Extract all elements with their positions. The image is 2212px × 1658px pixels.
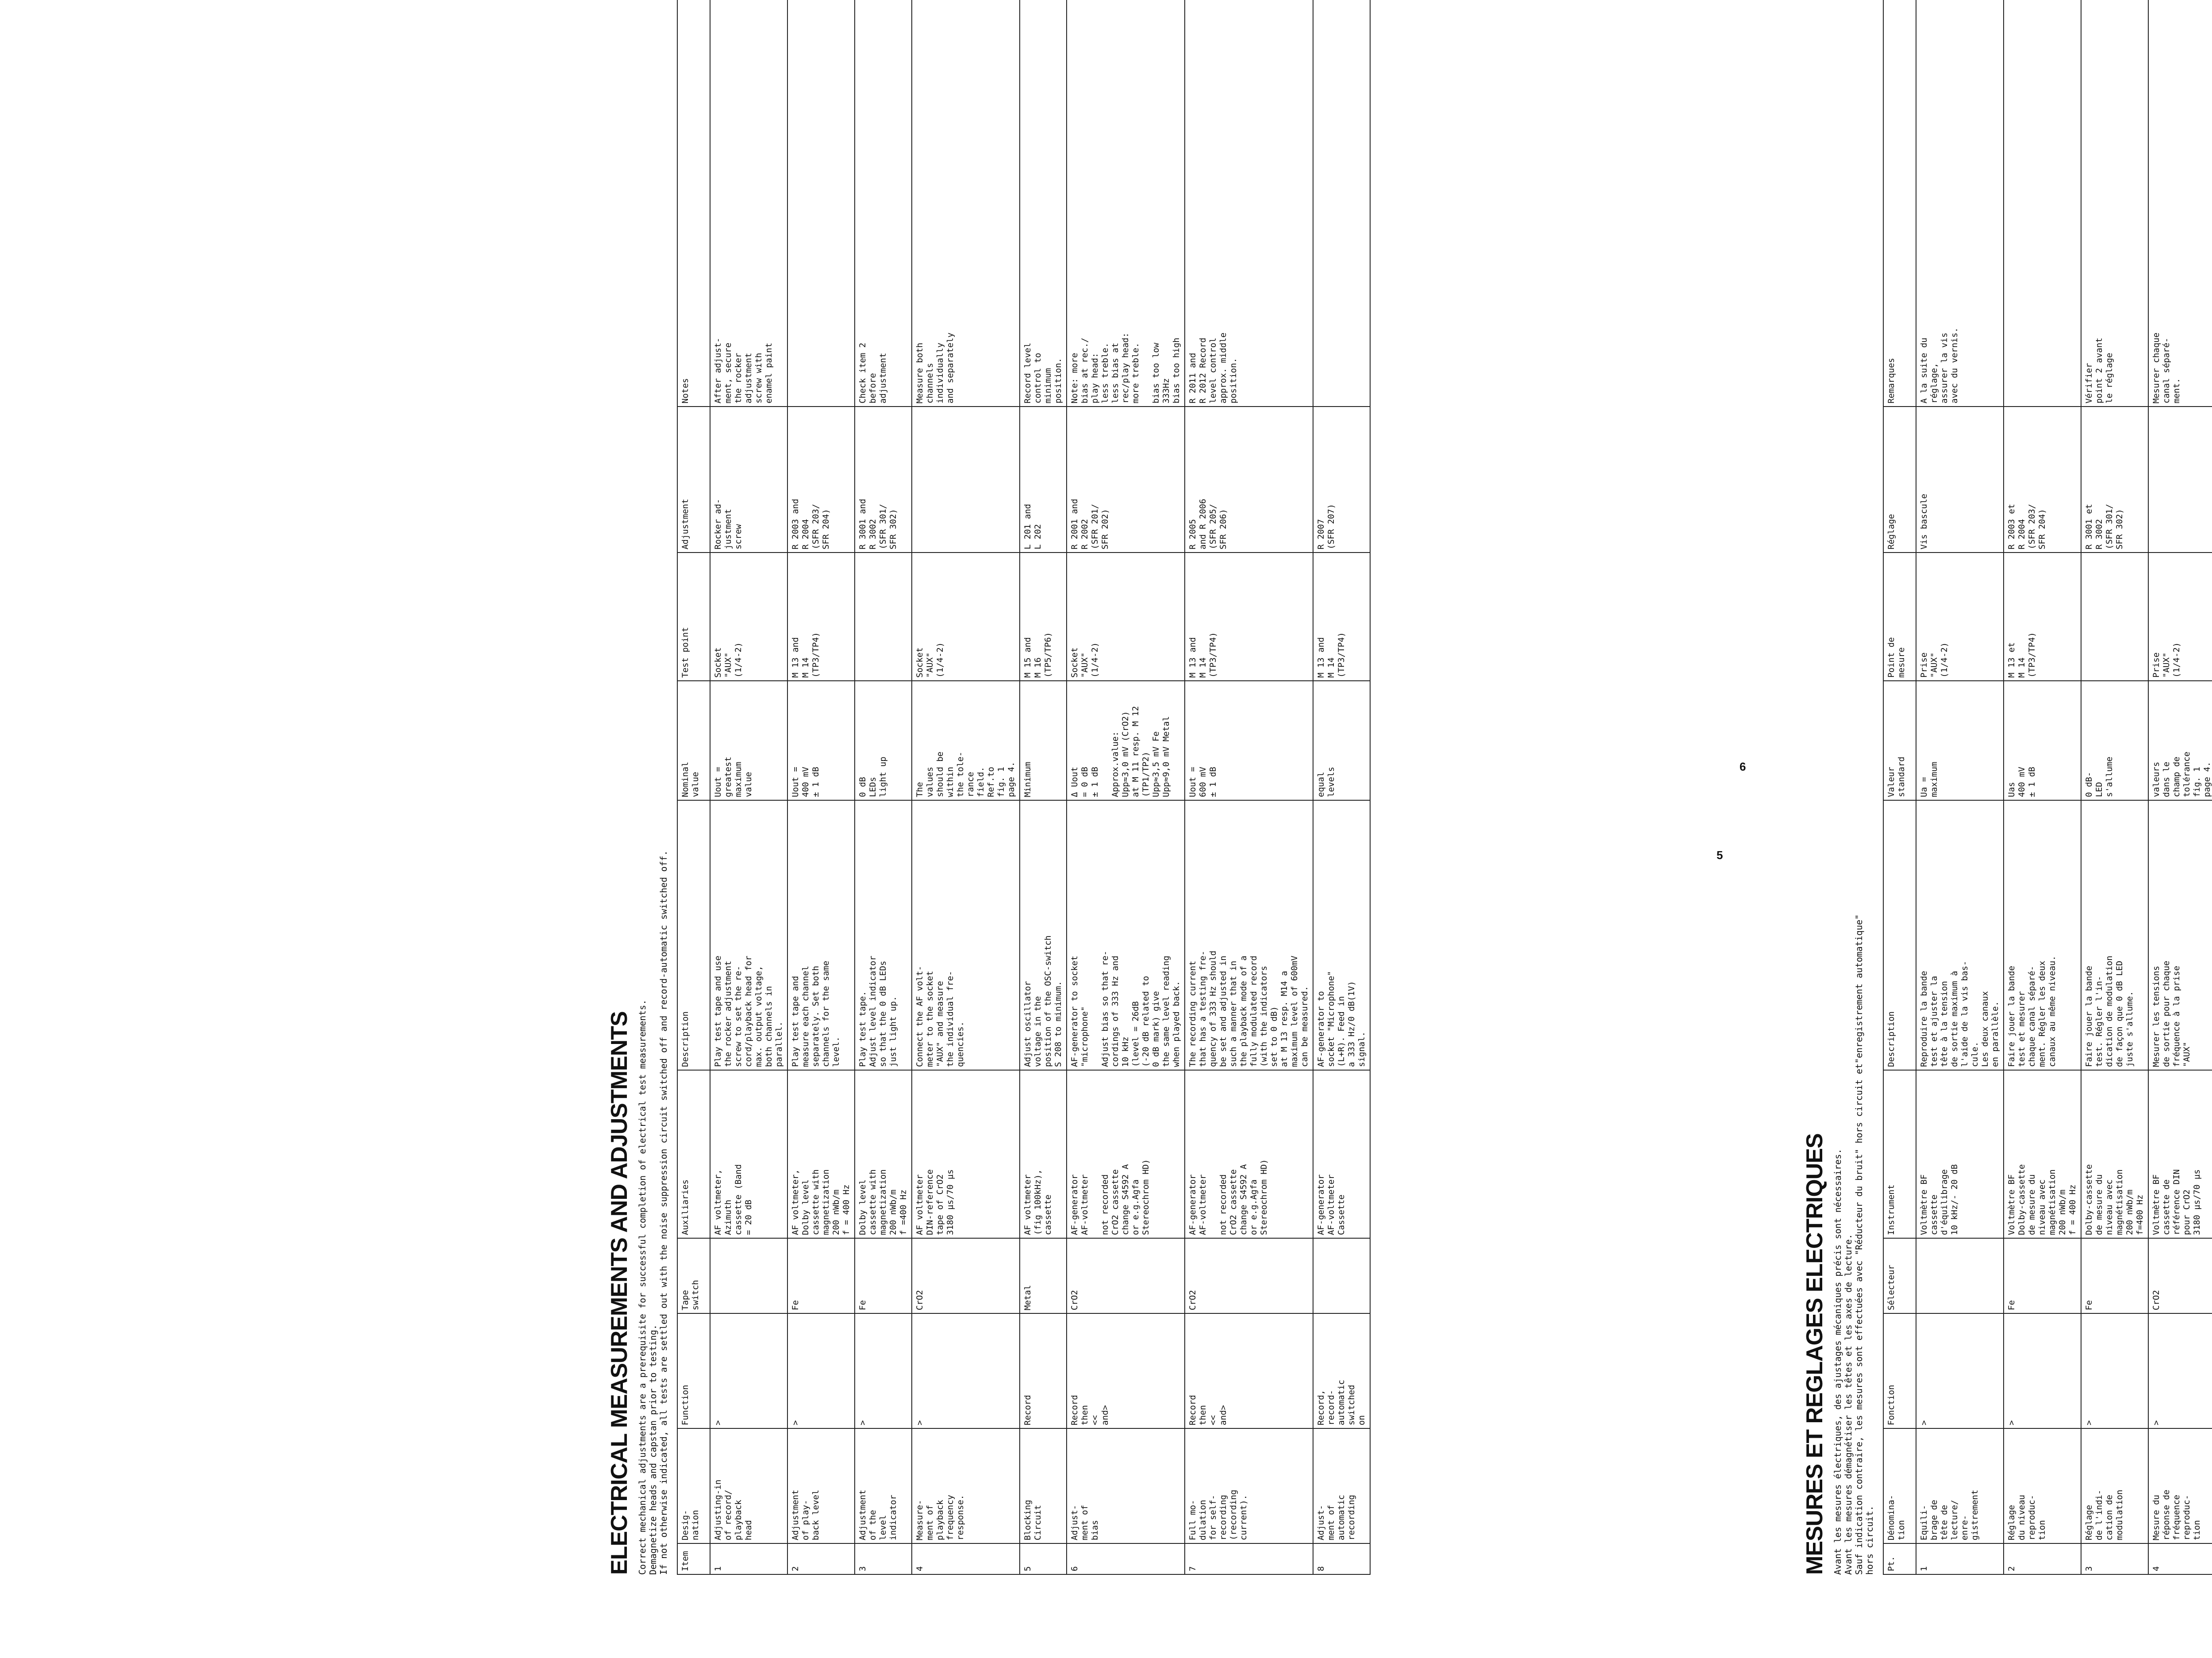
table-cell: Socket "AUX" (1/4-2): [1067, 553, 1185, 681]
column-header: Description: [1883, 800, 1916, 1070]
table-cell: M 13 and M 14 (TP3/TP4): [1185, 553, 1313, 681]
page-number: 5: [1717, 848, 1723, 862]
table-header-row: [677, 0, 710, 1574]
table-cell: 3: [2081, 1543, 2148, 1574]
table-cell: Fe: [787, 1238, 855, 1313]
table-cell: Fe: [2004, 1238, 2081, 1313]
table-cell: Vis bascule: [1916, 407, 2004, 553]
table-row: [710, 0, 787, 1574]
table-cell: After adjust- ment, secure the rocker adjustment screw with enamel paint: [710, 0, 787, 407]
table-cell: Voltmètre BF cassette de référence DIN pour CrO2 3180 µs/70 µs: [2148, 1070, 2212, 1238]
table-cell: 7: [1185, 1543, 1313, 1574]
column-header: Tape switch: [677, 1238, 710, 1313]
column-header: Nominal value: [677, 681, 710, 800]
table-cell: AF-generator AF-voltmeter Cassette: [1313, 1070, 1370, 1238]
table-row: [1020, 0, 1067, 1574]
table-cell: 3: [855, 1543, 912, 1574]
table-cell: Mesure du réponse de fréquence reproduc- tion: [2148, 1428, 2212, 1543]
table-cell: Equili- brage de tête de lecture/ enre- gistrement: [1916, 1428, 2004, 1543]
table-cell: Socket "AUX" (1/4-2): [710, 553, 787, 681]
table-cell: Voltmètre BF cassette d'équilibrage 10 kHz/- 20 dB: [1916, 1070, 2004, 1238]
table-cell: AF-generator AF-voltmeter not recorded CrO2 cassette change S4592 A or e.g.Agfa Stereochrom HD): [1067, 1070, 1185, 1238]
table-cell: The values should be within the tole- rance field. Ref.to fig. 1 page 4.: [912, 681, 1020, 800]
intro-text: Avant les mesures électriques, des ajustages mécaniques précis sont nécessaires. Avant les mesures démagnétiser les têtes et les axes de lecture. Sauf indication contraire, les mesures sont effectuées avec "Réducteur du bruit" hors circuit et"enregistrement automatique" hors circuit.: [1832, 914, 1875, 1575]
table-row: [2004, 0, 2081, 1574]
table-cell: >: [912, 1313, 1020, 1428]
table-cell: Blocking Circuit: [1020, 1428, 1067, 1543]
table-cell: Δ Uout = 0 dB ± 1 dB Approx.value: Upp≈3,0 mV (CrO2) at M 11 resp. M 12 (TP1/TP2) Upp≈3,5 mV Fe Upp≈9,0 mV Metal: [1067, 681, 1185, 800]
table-cell: Record: [1020, 1313, 1067, 1428]
column-header: Dénomina- tion: [1883, 1428, 1916, 1543]
table-cell: Adjustment of play- back level: [787, 1428, 855, 1543]
table-cell: R 3001 and R 3002 (SFR 301/ SFR 302): [855, 407, 912, 553]
table-cell: R 2007 (SFR 207): [1313, 407, 1370, 553]
table-cell: 0 dB LEDs light up: [855, 681, 912, 800]
table-cell: 2: [787, 1543, 855, 1574]
table-cell: [1916, 1238, 2004, 1313]
table-cell: [710, 1238, 787, 1313]
column-header: Valeur standard: [1883, 681, 1916, 800]
table-cell: AF voltmeter DIN-reference tape of CrO2 3180 µs/70 µs: [912, 1070, 1020, 1238]
table-cell: 1: [710, 1543, 787, 1574]
measurement-table: [1883, 0, 2212, 1575]
page-title: ELECTRICAL MEASUREMENTS AND ADJUSTMENTS: [607, 1011, 632, 1575]
table-cell: Adjust oscillator voltage in the position of the OSC-switch S 208 to minimum.: [1020, 800, 1067, 1070]
table-cell: [2004, 0, 2081, 407]
table-cell: Connect the AF volt- meter to the socket "AUX" and measure the individual fre- quencies.: [912, 800, 1020, 1070]
table-row: [1916, 0, 2004, 1574]
table-cell: Dolby-cassette de mesure du niveau avec magnétisation 200 nWb/m f=400 Hz: [2081, 1070, 2148, 1238]
table-cell: >: [2004, 1313, 2081, 1428]
table-cell: M 13 and M 14 (TP3/TP4): [1313, 553, 1370, 681]
table-cell: 4: [2148, 1543, 2212, 1574]
table-cell: 1: [1916, 1543, 2004, 1574]
table-cell: Full mo- dulation for self- recording (recording current).: [1185, 1428, 1313, 1543]
table-cell: M 13 and M 14 (TP3/TP4): [787, 553, 855, 681]
table-cell: Prise "AUX" (1/4-2): [2148, 553, 2212, 681]
table-cell: Play test tape. Adjust level indicator so that the 0 dB LEDs just light up.: [855, 800, 912, 1070]
table-cell: Réglage de l'indi- cation de modulation: [2081, 1428, 2148, 1543]
column-header: Réglage: [1883, 407, 1916, 553]
table-cell: Record level control to minimum position.: [1020, 0, 1067, 407]
table-cell: AF voltmeter (fig 100kHz), cassette: [1020, 1070, 1067, 1238]
column-header: Test point: [677, 553, 710, 681]
table-cell: Fe: [2081, 1238, 2148, 1313]
table-row: [2081, 0, 2148, 1574]
table-cell: Minimum: [1020, 681, 1067, 800]
table-cell: Adjustment of the level indicator: [855, 1428, 912, 1543]
table-cell: Rocker ad- justment screw: [710, 407, 787, 553]
table-header-row: [1883, 0, 1916, 1574]
table-cell: Check item 2 before adjustment: [855, 0, 912, 407]
table-cell: CrO2: [1185, 1238, 1313, 1313]
table-cell: >: [1916, 1313, 2004, 1428]
page-title: MESURES ET REGLAGES ELECTRIQUES: [1802, 1133, 1828, 1575]
table-cell: R 2003 and R 2004 (SFR 203/ SFR 204): [787, 407, 855, 553]
table-cell: 6: [1067, 1543, 1185, 1574]
table-cell: >: [2148, 1313, 2212, 1428]
page-number: 6: [1740, 760, 1746, 773]
table-cell: Voltmètre BF Dolby-cassette de mesure du niveau avec magnétisation 200 nWb/m f = 400 Hz: [2004, 1070, 2081, 1238]
table-cell: M 13 et M 14 (TP3/TP4): [2004, 553, 2081, 681]
table-cell: R 3001 et R 3002 (SFR 301/ SFR 302): [2081, 407, 2148, 553]
table-cell: AF voltmeter, Dolby level cassette with magnetization 200 nWb/m f = 400 Hz: [787, 1070, 855, 1238]
table-cell: 8: [1313, 1543, 1370, 1574]
table-cell: 4: [912, 1543, 1020, 1574]
table-cell: Ua = maximum: [1916, 681, 2004, 800]
table-cell: Measure- ment of playback frequency response.: [912, 1428, 1020, 1543]
column-header: Pt.: [1883, 1543, 1916, 1574]
table-cell: Record then << and>: [1067, 1313, 1185, 1428]
column-header: Point de mesure: [1883, 553, 1916, 681]
table-cell: M 15 and M 16 (TP5/TP6): [1020, 553, 1067, 681]
table-cell: CrO2: [912, 1238, 1020, 1313]
column-header: Fonction: [1883, 1313, 1916, 1428]
table-cell: Adjusting-in of record/ playback head: [710, 1428, 787, 1543]
column-header: Auxiliaries: [677, 1070, 710, 1238]
table-cell: Fe: [855, 1238, 912, 1313]
table-cell: [855, 553, 912, 681]
table-cell: 5: [1020, 1543, 1067, 1574]
table-cell: CrO2: [1067, 1238, 1185, 1313]
table-cell: Play test tape and use the rocker adjustment screw to set the re- cord/playback head for max. output voltage, both channels in parallel.: [710, 800, 787, 1070]
table-cell: Play test tape and measure each channel separately. Set both channels for the same level.: [787, 800, 855, 1070]
table-body: [1916, 0, 2212, 1574]
table-cell: Réglage du niveau reproduc- tion: [2004, 1428, 2081, 1543]
table-cell: Uout = greatest maximum value: [710, 681, 787, 800]
table-cell: 2: [2004, 1543, 2081, 1574]
column-header: Function: [677, 1313, 710, 1428]
table-cell: The recording current that has a testing fre- quency of 333 Hz should be set and adjusted in such a manner that in the playback mode of a fully modulated record (with the indicators set to 0 dB) at M 13 resp. M14 a maximum level of 600mV can be measured.: [1185, 800, 1313, 1070]
table-cell: >: [787, 1313, 855, 1428]
table-cell: Reproduire la bande test et ajuster la tête à la tension de sortie maximum à l'aide de la vis bas- cule. Les deux canaux en parallèle.: [1916, 800, 2004, 1070]
table-cell: R 2011 and R 2012 Record level control approx. middle position.: [1185, 0, 1313, 407]
table-cell: valeurs dans le champ de tolérance fig. 1 page 4.: [2148, 681, 2212, 800]
table-row: [2148, 0, 2212, 1574]
table-cell: Faire jouer la bande test et mesurer chaque canal séparé- ment. Régler les deux canaux au même niveau.: [2004, 800, 2081, 1070]
table-cell: Faire jouer la bande test. Régler l'in- dication de modulation de façon que 0 dB LED juste s'allume.: [2081, 800, 2148, 1070]
table-cell: Record, record- automatic switched on: [1313, 1313, 1370, 1428]
table-cell: AF-generator to socket "microphone" Adjust bias so that re- cordings of 333 Hz and 10 kHz (level = 26dB (-20 dB related to 0 dB mark) give the same level reading when played back.: [1067, 800, 1185, 1070]
table-row: [1067, 0, 1185, 1574]
table-cell: L 201 and L 202: [1020, 407, 1067, 553]
table-cell: A la suite du réglage, assurer la vis avec du vernis.: [1916, 0, 2004, 407]
table-cell: Vérifier point 2 avant le réglage: [2081, 0, 2148, 407]
table-cell: R 2001 and R 2002 (SFR 201/ SFR 202): [1067, 407, 1185, 553]
table-cell: Adjust- ment of automatic recording: [1313, 1428, 1370, 1543]
table-row: [787, 0, 855, 1574]
table-cell: [912, 407, 1020, 553]
column-header: Adjustment: [677, 407, 710, 553]
table-cell: Record then << and>: [1185, 1313, 1313, 1428]
table-cell: [787, 0, 855, 407]
table-cell: equal levels: [1313, 681, 1370, 800]
table-cell: Uout = 400 mV ± 1 dB: [787, 681, 855, 800]
column-header: Instrument: [1883, 1070, 1916, 1238]
column-header: Desig- nation: [677, 1428, 710, 1543]
table-cell: Uas 400 mV ± 1 dB: [2004, 681, 2081, 800]
table-cell: AF-generator to socket "Microphone" (L+R). Feed in a 333 Hz/0 dB(1V) signal.: [1313, 800, 1370, 1070]
table-cell: Measure both channels individually and separately: [912, 0, 1020, 407]
table-row: [855, 0, 912, 1574]
table-cell: Note: more bias at rec./ play head: less treble. less bias at rec/play head: more treble. bias too low 333Hz bias too high: [1067, 0, 1185, 407]
table-cell: AF voltmeter, Azimuth cassette (Band = 20 dB: [710, 1070, 787, 1238]
column-header: Description: [677, 800, 710, 1070]
table-cell: Dolby level cassette with magnetization 200 nWb/m f =400 Hz: [855, 1070, 912, 1238]
table-cell: R 2003 et R 2004 (SFR 203/ SFR 204): [2004, 407, 2081, 553]
column-header: Notes: [677, 0, 710, 407]
column-header: Remarques: [1883, 0, 1916, 407]
table-cell: Uout = 600 mV ± 1 dB: [1185, 681, 1313, 800]
table-cell: Adjust- ment of bias: [1067, 1428, 1185, 1543]
table-cell: >: [2081, 1313, 2148, 1428]
table-cell: Socket "AUX" (1/4-2): [912, 553, 1020, 681]
table-cell: R 2005 and R 2006 (SFR 205/ SFR 206): [1185, 407, 1313, 553]
intro-text: Correct mechanical adjustments are a prerequisite for successful completion of electrical test measurements. Demagnetize heads and capstan prior to testing. If not otherwise indicated, all tests are settled out with the noise suppression circuit switched off and record-automatic switched off.: [637, 850, 669, 1575]
table-cell: Mesurer chaque canal séparé- ment.: [2148, 0, 2212, 407]
table-cell: AF-generator AF-voltmeter not recorded CrO2 cassette change S4592 A or e.g.Agfa Stereochrom HD): [1185, 1070, 1313, 1238]
table-cell: [2148, 407, 2212, 553]
table-cell: Mesurer les tensions de sortie pour chaque fréquence à la prise "AUX": [2148, 800, 2212, 1070]
rotated-content-right: [1801, 0, 2212, 1575]
table-cell: Prise "AUX" (1/4-2): [1916, 553, 2004, 681]
column-header: Item: [677, 1543, 710, 1574]
page-right: [1173, 0, 2212, 1658]
table-cell: Metal: [1020, 1238, 1067, 1313]
table-cell: [2081, 553, 2148, 681]
table-cell: >: [710, 1313, 787, 1428]
table-row: [912, 0, 1020, 1574]
column-header: Sélecteur: [1883, 1238, 1916, 1313]
table-cell: CrO2: [2148, 1238, 2212, 1313]
table-cell: 0 dB- LED s'allume: [2081, 681, 2148, 800]
table-cell: >: [855, 1313, 912, 1428]
